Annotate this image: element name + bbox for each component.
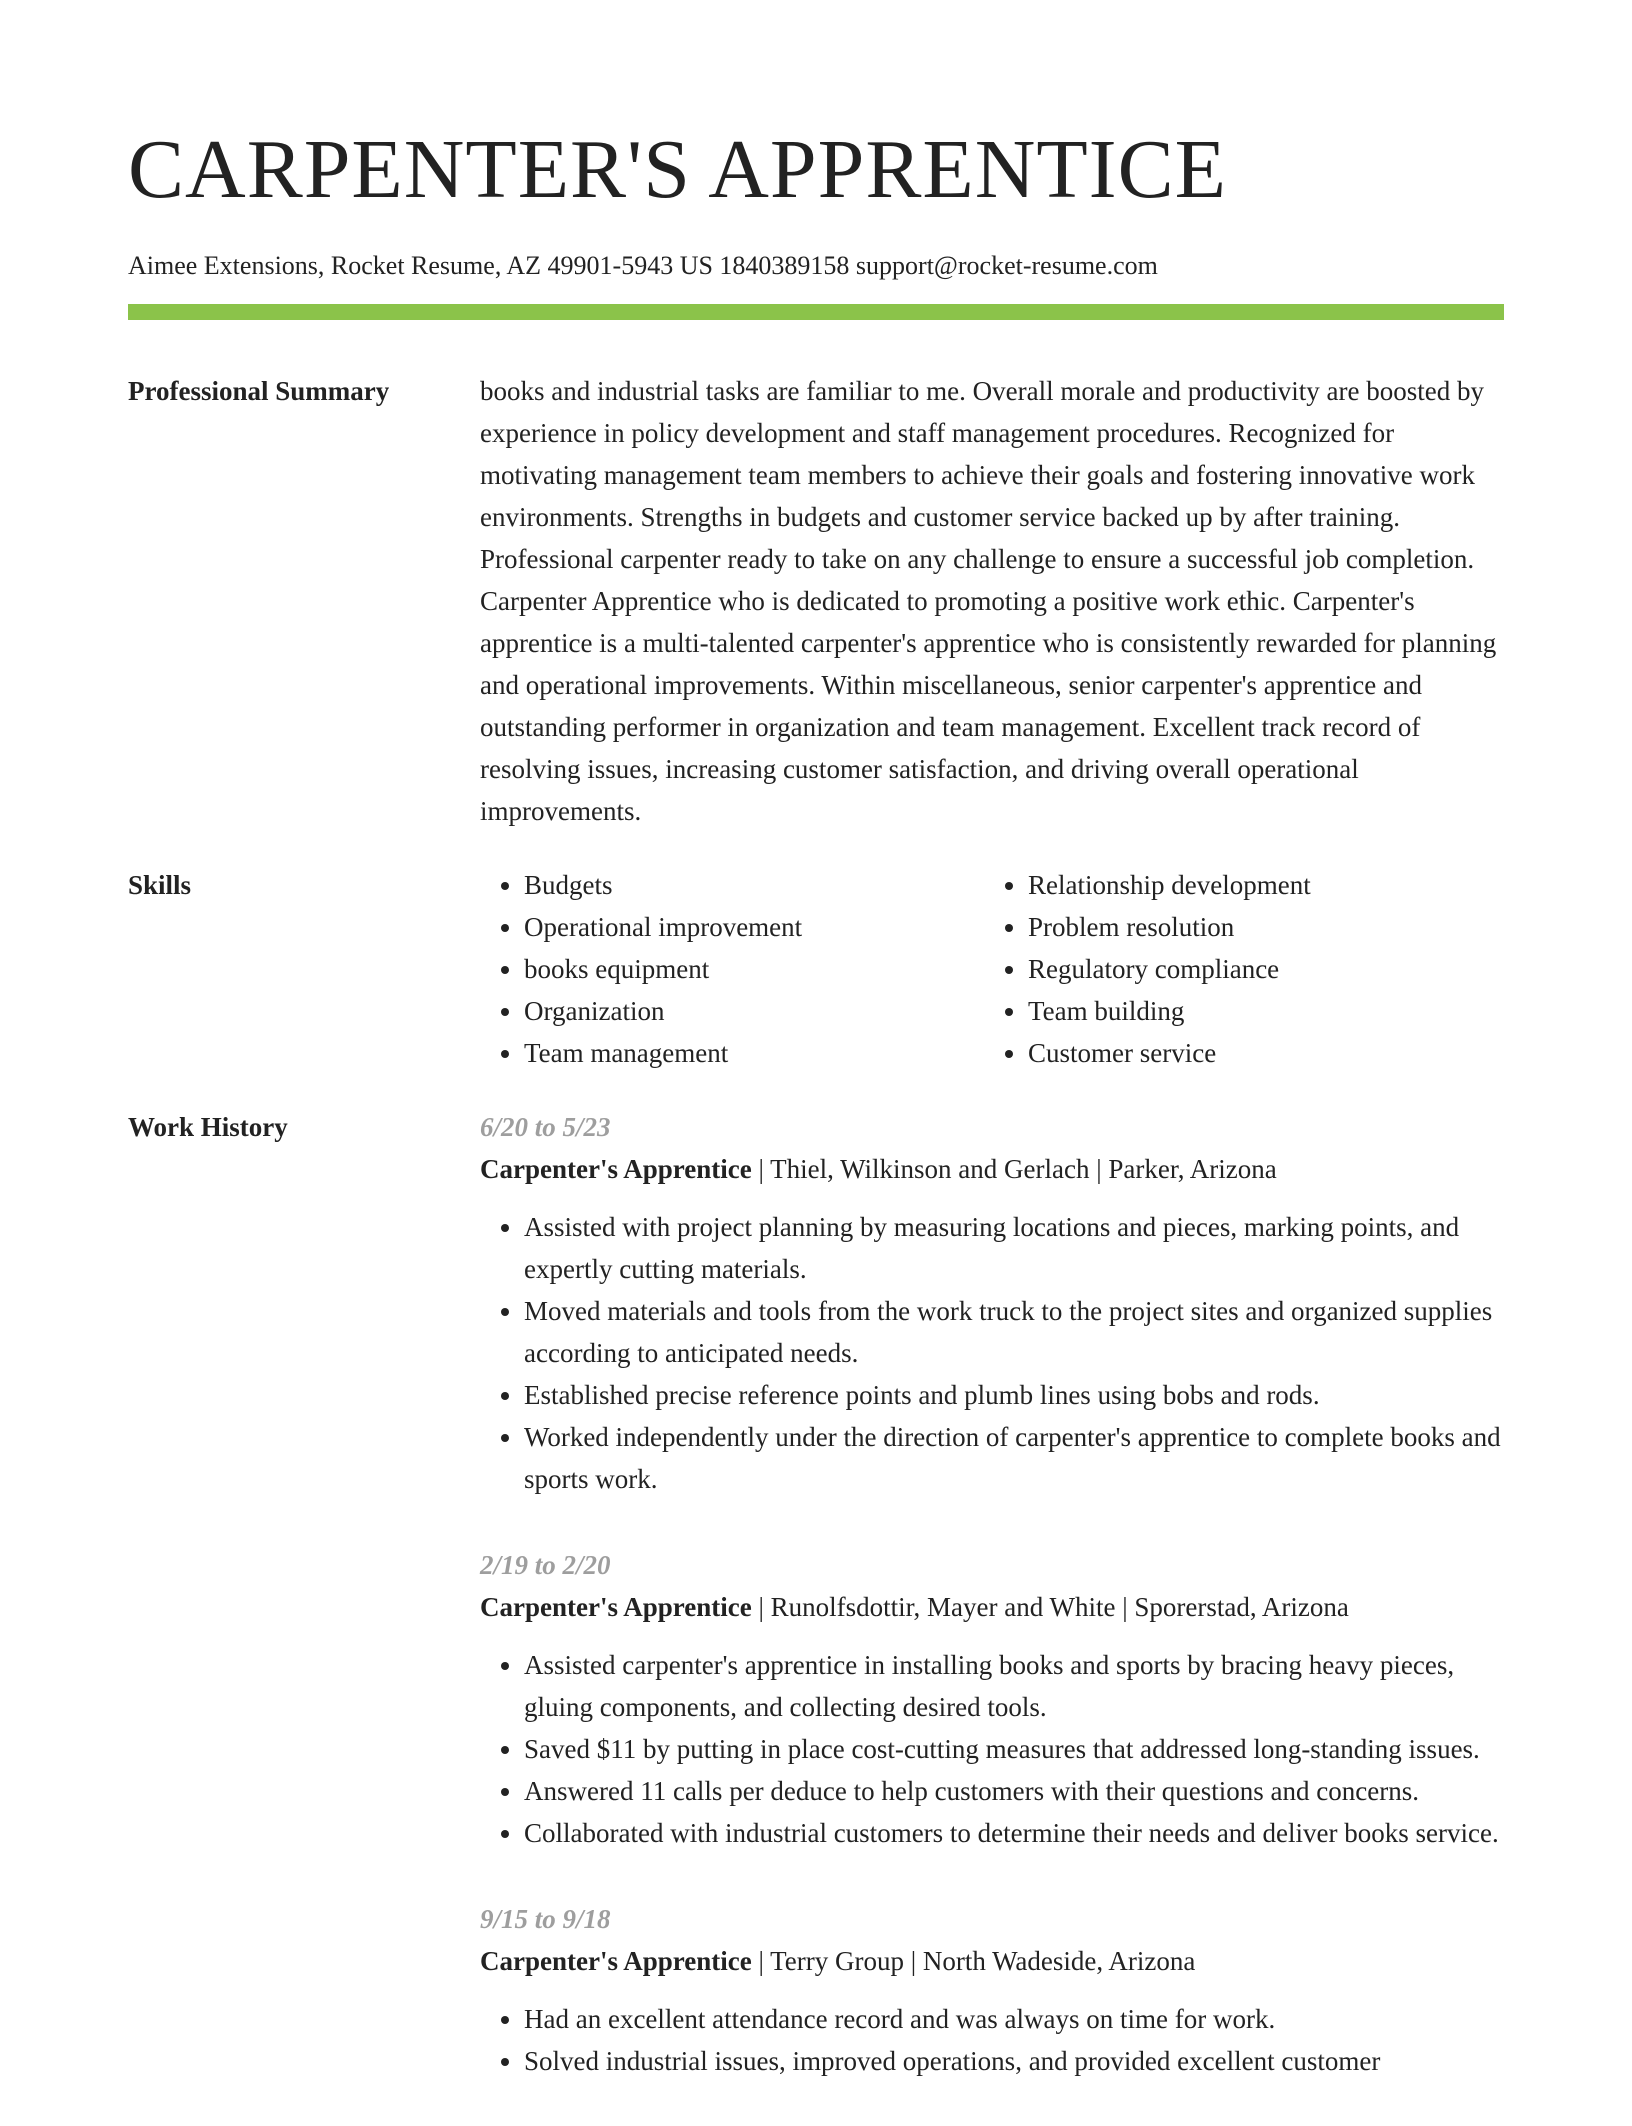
skills-body bbox=[480, 864, 1504, 1074]
skill-item: • Relationship development bbox=[1028, 864, 1488, 906]
skills-columns bbox=[480, 864, 1504, 1074]
job-entry bbox=[480, 1544, 1504, 1854]
skill-item: • Regulatory compliance bbox=[1028, 948, 1488, 990]
job-employer-location: | Thiel, Wilkinson and Gerlach | Parker, Arizona bbox=[751, 1154, 1277, 1184]
job-bullet: • Worked independently under the direction of carpenter's apprentice to complete books and sports work. bbox=[524, 1416, 1504, 1500]
job-heading bbox=[480, 1940, 1504, 1982]
summary-section bbox=[128, 370, 1504, 832]
job-employer-location: | Runolfsdottir, Mayer and White | Sporerstad, Arizona bbox=[751, 1592, 1349, 1622]
resume-page bbox=[128, 0, 1504, 2126]
job-bullet: • Assisted with project planning by measuring locations and pieces, marking points, and expertly cutting materials. bbox=[524, 1206, 1504, 1290]
skill-item: • Team building bbox=[1028, 990, 1488, 1032]
job-bullet: • Had an excellent attendance record and was always on time for work. bbox=[524, 1998, 1504, 2040]
job-entry bbox=[480, 1898, 1504, 2082]
job-bullets bbox=[480, 1206, 1504, 1500]
job-bullets bbox=[480, 1998, 1504, 2082]
skill-item: • Team management bbox=[524, 1032, 984, 1074]
skill-item: • Budgets bbox=[524, 864, 984, 906]
job-bullet: • Answered 11 calls per deduce to help customers with their questions and concerns. bbox=[524, 1770, 1504, 1812]
work-history-section bbox=[128, 1106, 1504, 2126]
work-history-body bbox=[480, 1106, 1504, 2126]
job-dates: 9/15 to 9/18 bbox=[480, 1904, 611, 1934]
job-title: Carpenter's Apprentice bbox=[480, 1154, 752, 1184]
skill-item: • books equipment bbox=[524, 948, 984, 990]
summary-text: books and industrial tasks are familiar to me. Overall morale and productivity are boosted by experience in policy development and staff management procedures. Recognized for motivating management team members to achieve their goals and fostering innovative work environments. Strengths in budgets and customer service backed up by after training. Professional carpenter ready to take on any challenge to ensure a successful job completion. Carpenter Apprentice who is dedicated to promoting a positive work ethic. Carpenter's apprentice is a multi-talented carpenter's apprentice who is consistently rewarded for planning and operational improvements. Within miscellaneous, senior carpenter's apprentice and outstanding performer in organization and team management. Excellent track record of resolving issues, increasing customer satisfaction, and driving overall operational improvements. bbox=[480, 376, 1497, 826]
skills-section bbox=[128, 864, 1504, 1074]
job-title: Carpenter's Apprentice bbox=[480, 1946, 752, 1976]
job-bullet: • Collaborated with industrial customers to determine their needs and deliver books service. bbox=[524, 1812, 1504, 1854]
job-employer-location: | Terry Group | North Wadeside, Arizona bbox=[751, 1946, 1196, 1976]
job-entry bbox=[480, 1106, 1504, 1500]
skill-item: • Organization bbox=[524, 990, 984, 1032]
summary-body bbox=[480, 370, 1504, 832]
work-history-heading: Work History bbox=[128, 1112, 288, 1142]
job-bullet: • Assisted carpenter's apprentice in installing books and sports by bracing heavy pieces, gluing components, and collecting desired tools. bbox=[524, 1644, 1504, 1728]
job-bullets bbox=[480, 1644, 1504, 1854]
job-dates: 6/20 to 5/23 bbox=[480, 1112, 611, 1142]
job-heading bbox=[480, 1586, 1504, 1628]
resume-title: CARPENTER'S APPRENTICE bbox=[128, 123, 1227, 216]
job-bullet: • Saved $11 by putting in place cost-cutting measures that addressed long-standing issues. bbox=[524, 1728, 1504, 1770]
job-bullet: • Established precise reference points and plumb lines using bobs and rods. bbox=[524, 1374, 1504, 1416]
job-bullet: • Solved industrial issues, improved operations, and provided excellent customer bbox=[524, 2040, 1504, 2082]
skills-list-left bbox=[480, 864, 984, 1074]
skill-item: • Operational improvement bbox=[524, 906, 984, 948]
skill-item: • Problem resolution bbox=[1028, 906, 1488, 948]
job-bullet: • Moved materials and tools from the work truck to the project sites and organized supplies according to anticipated needs. bbox=[524, 1290, 1504, 1374]
job-heading bbox=[480, 1148, 1504, 1190]
summary-heading: Professional Summary bbox=[128, 376, 390, 406]
skills-list-right bbox=[984, 864, 1488, 1074]
skills-heading: Skills bbox=[128, 870, 192, 900]
job-title: Carpenter's Apprentice bbox=[480, 1592, 752, 1622]
accent-divider bbox=[128, 304, 1504, 320]
job-dates: 2/19 to 2/20 bbox=[480, 1550, 611, 1580]
contact-line: Aimee Extensions, Rocket Resume, AZ 49901-5943 US 1840389158 support@rocket-resume.com bbox=[128, 251, 1158, 280]
skill-item: • Customer service bbox=[1028, 1032, 1488, 1074]
